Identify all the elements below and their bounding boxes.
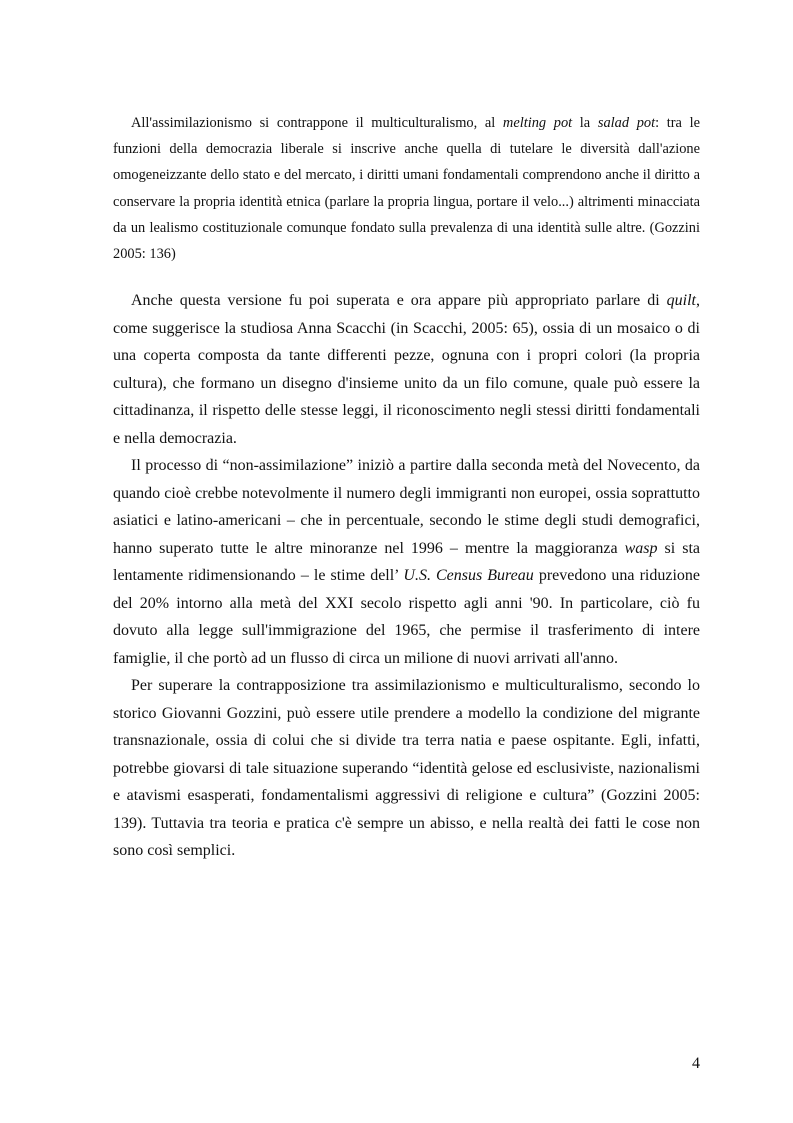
quote-term-salad-pot: salad pot — [597, 115, 656, 131]
block-quote — [113, 110, 700, 267]
paragraph-1-text-2: , come suggerisce la studiosa Anna Scacchi (in Scacchi, 2005: 65), ossia di un mosaico o di una coperta composta da tante differenti pezze, ognuna con i propri colori (la propria cultura), che formano un disegno d'insieme unito da un filo comune, quale può essere la cittadinanza, il rispetto delle stesse leggi, il riconoscimento negli stessi diritti fondamentali e nella democrazia. — [113, 292, 700, 447]
quote-text-3: : tra le funzioni della democrazia liberale si inscrive anche quella di tutelare le diversità dall'azione omogeneizzante dello stato e del mercato, i diritti umani fondamentali comprendono anche il diritto a conservare la propria identità etnica (parlare la propria lingua, portare il velo...) altrimenti minacciata da un lealismo costituzionale comunque fondato sulla prevalenza di una identità sulle altre. (Gozzini 2005: 136) — [113, 115, 700, 263]
paragraph-gozzini: Per superare la contrapposizione tra assimilazionismo e multiculturalismo, secondo lo storico Giovanni Gozzini, può essere utile prendere a modello la condizione del migrante transnazionale, ossia di colui che si divide tra terra natia e paese ospitante. Egli, infatti, potrebbe giovarsi di tale situazione superando “identità gelose ed esclusiviste, nazionalismi e atavismi esasperati, fondamentalismi aggressivi di religione e cultura” (Gozzini 2005: 139). Tuttavia tra teoria e pratica c'è sempre un abisso, e nella realtà dei fatti le cose non sono così semplici. — [113, 677, 700, 859]
paragraph-2-text-3: prevedono una riduzione del 20% intorno alla metà del XXI secolo rispetto agli anni '90. In particolare, ciò fu dovuto alla legge sull'immigrazione del 1965, che permise il trasferimento di intere famiglie, il che portò ad un flusso di circa un milione di nuovi arrivati all'anno. — [113, 567, 701, 667]
page-number: 4 — [692, 1055, 700, 1072]
paragraph-non-assimilazione — [113, 452, 700, 672]
term-wasp: wasp — [624, 539, 658, 557]
paragraph-quilt — [113, 287, 700, 452]
paragraph-2-text-1: Il processo di “non-assimilazione” iniziò a partire dalla seconda metà del Novecento, da quando cioè crebbe notevolmente il numero degli immigranti non europei, ossia soprattutto asiatici e latino-americani – che in percentuale, secondo le stime degli studi demografici, hanno superato tutte le altre minoranze nel 1996 – mentre la maggioranza — [113, 457, 700, 557]
quote-text-2: la — [572, 115, 598, 131]
quote-text-1: All'assimilazionismo si contrappone il multiculturalismo, al — [131, 115, 503, 131]
term-quilt: quilt — [666, 292, 696, 309]
paragraph-1-text-1: Anche questa versione fu poi superata e ora appare più appropriato parlare di — [131, 292, 667, 309]
quote-term-melting-pot: melting pot — [502, 115, 573, 131]
paragraph-2-text-2: si sta lentamente ridimensionando – le stime dell’ — [113, 539, 700, 584]
body-text — [113, 287, 700, 865]
term-census-bureau: U.S. Census Bureau — [403, 567, 534, 584]
